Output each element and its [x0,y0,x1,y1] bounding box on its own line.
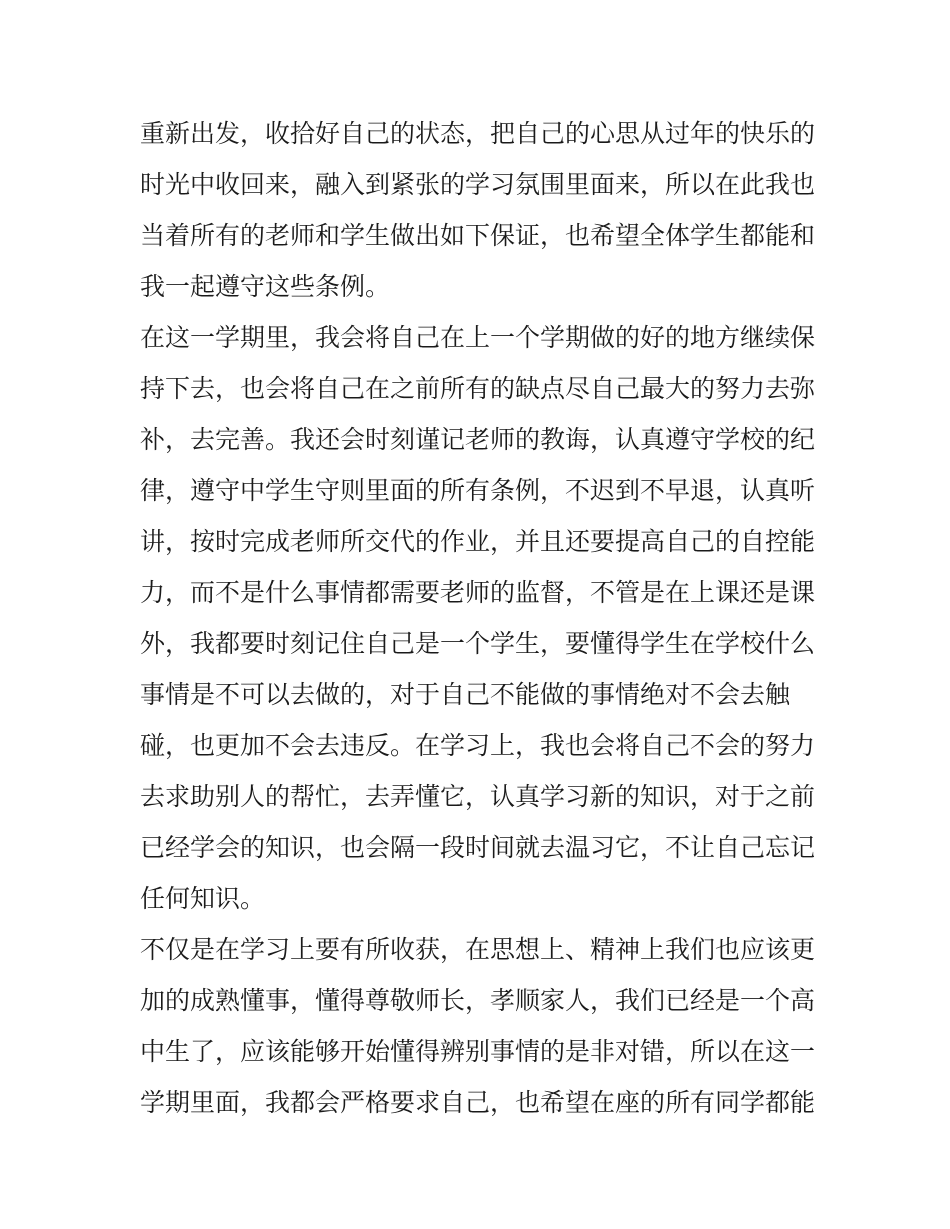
text-line: 学期里面，我都会严格要求自己，也希望在座的所有同学都能 [140,1088,816,1117]
text-line: 碰，也更加不会去违反。在学习上，我也会将自己不会的努力 [140,731,816,760]
text-line: 不仅是在学习上要有所收获，在思想上、精神上我们也应该更 [140,935,816,964]
paragraph-1 [140,108,820,312]
text-line: 重新出发，收拾好自己的状态，把自己的心思从过年的快乐的 [140,119,816,148]
text-line: 已经学会的知识，也会隔一段时间就去温习它，不让自己忘记 [140,833,816,862]
text-line: 事情是不可以去做的，对于自己不能做的事情绝对不会去触 [140,680,791,709]
document-body [140,108,820,1128]
paragraph-3 [140,924,820,1128]
text-line: 当着所有的老师和学生做出如下保证，也希望全体学生都能和 [140,221,816,250]
text-line: 加的成熟懂事，懂得尊敬师长，孝顺家人，我们已经是一个高 [140,986,816,1015]
text-line: 补，去完善。我还会时刻谨记老师的教诲，认真遵守学校的纪 [140,425,816,454]
text-line: 外，我都要时刻记住自己是一个学生，要懂得学生在学校什么 [140,629,816,658]
text-line: 律，遵守中学生守则里面的所有条例，不迟到不早退，认真听 [140,476,816,505]
text-line: 去求助别人的帮忙，去弄懂它，认真学习新的知识，对于之前 [140,782,816,811]
paragraph-2 [140,312,820,924]
text-line: 任何知识。 [140,884,266,913]
text-line: 力，而不是什么事情都需要老师的监督，不管是在上课还是课 [140,578,816,607]
text-line: 在这一学期里，我会将自己在上一个学期做的好的地方继续保 [140,323,816,352]
text-line: 中生了，应该能够开始懂得辨别事情的是非对错，所以在这一 [140,1037,816,1066]
text-line: 时光中收回来，融入到紧张的学习氛围里面来，所以在此我也 [140,170,816,199]
text-line: 讲，按时完成老师所交代的作业，并且还要提高自己的自控能 [140,527,816,556]
text-line: 我一起遵守这些条例。 [140,272,391,301]
text-line: 持下去，也会将自己在之前所有的缺点尽自己最大的努力去弥 [140,374,816,403]
